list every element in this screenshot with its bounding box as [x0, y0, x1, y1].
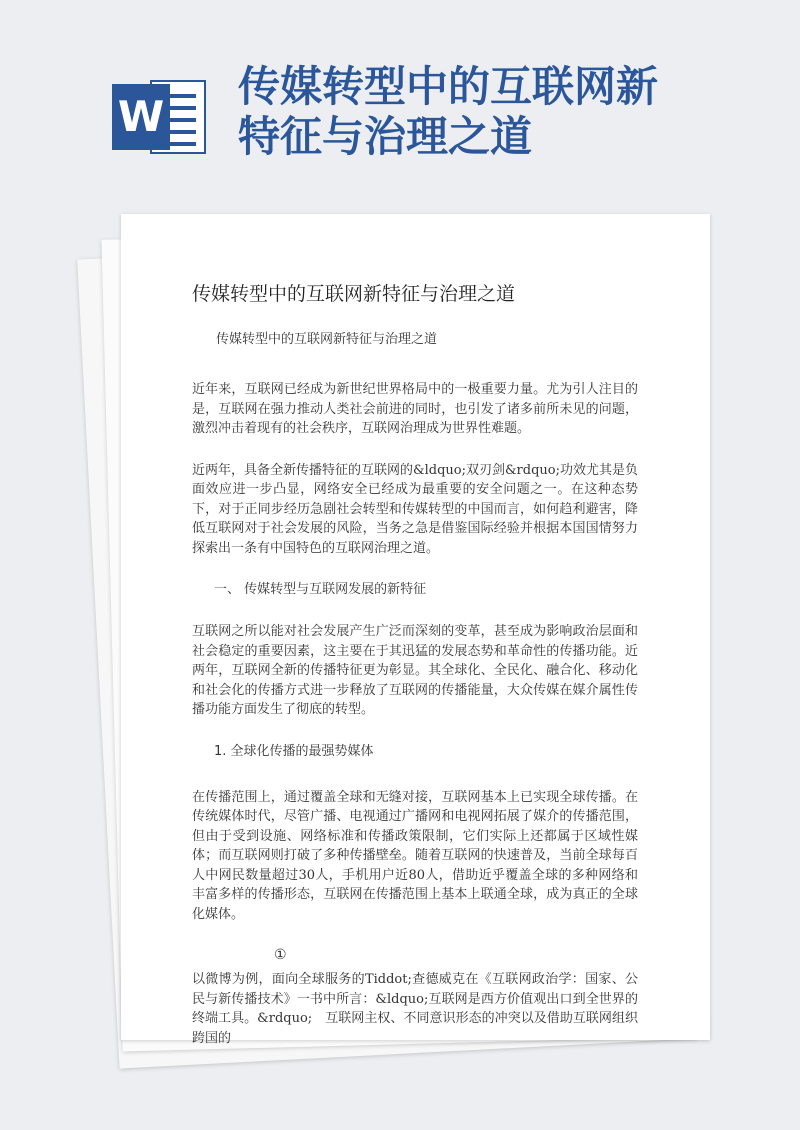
section-heading: 一、 传媒转型与互联网发展的新特征: [214, 582, 427, 597]
subsection-heading: 1. 全球化传播的最强势媒体: [214, 743, 374, 759]
banner-title-line1: 传媒转型中的互联网新: [238, 62, 659, 111]
banner-title-line2: 特征与治理之道: [238, 112, 533, 161]
document-title: 传媒转型中的互联网新特征与治理之道: [192, 283, 516, 305]
paragraph-transformation: 互联网之所以能对社会发展产生广泛而深刻的变革，甚至成为影响政治层面和社会稳定的重要因素，这主要在于其迅猛的发展态势和革命性的传播功能。近两年，互联网全新的传播特征更为彰显。其全球化、全民化、融合化、移动化和社会化的传播方式进一步释放了互联网的传播能量，大众传媒在媒介属性传播功能方面发生了彻底的转型。: [192, 624, 638, 717]
paragraph-global-reach: 在传播范围上，通过覆盖全球和无缝对接，互联网基本上已实现全球传播。在传统媒体时代，尽管广播、电视通过广播网和电视网拓展了媒介的传播范围，但由于受到设施、网络标准和传播政策限制，它们实际上还都属于区域性媒体；而互联网则打破了多种传播壁垒。随着互联网的快速普及，当前全球每百人中网民数量超过30人，手机用户近80人，借助近乎覆盖全球的多种网络和丰富多样的传播形态，互联网在传播范围上基本上联通全球，成为真正的全球化媒体。: [192, 789, 638, 922]
word-icon: [112, 74, 212, 160]
document-body: [192, 280, 638, 1048]
word-letter-badge: W: [112, 84, 170, 150]
banner-title: [238, 62, 718, 162]
paragraph-intro: 近年来，互联网已经成为新世纪世界格局中的一极重要力量。尤为引人注目的是，互联网在强力推动人类社会前进的同时，也引发了诸多前所未见的问题，激烈冲击着现有的社会秩序，互联网治理成为世界性难题。: [192, 382, 638, 436]
paragraph-weibo: 以微博为例，面向全球服务的Tiddot;查德威克在《互联网政治学：国家、公民与新传播技术》一书中所言：&ldquo;互联网是西方价值观出口到全世界的终端工具。&rdquo; 互联网主权、不同意识形态的冲突以及借助互联网组织跨国的: [192, 972, 638, 1046]
footnote-marker: ①: [274, 947, 287, 963]
document-subtitle: 传媒转型中的互联网新特征与治理之道: [216, 332, 438, 347]
paragraph-double-edged: 近两年，具备全新传播特征的互联网的&ldquo;双刃剑&rdquo;功效尤其是负面效应进一步凸显，网络安全已经成为最重要的安全问题之一。在这种态势下，对于正同步经历急剧社会转型和传媒转型的中国而言，如何趋利避害，降低互联网对于社会发展的风险，当务之急是借鉴国际经验并根据本国国情努力探索出一条有中国特色的互联网治理之道。: [192, 462, 638, 556]
